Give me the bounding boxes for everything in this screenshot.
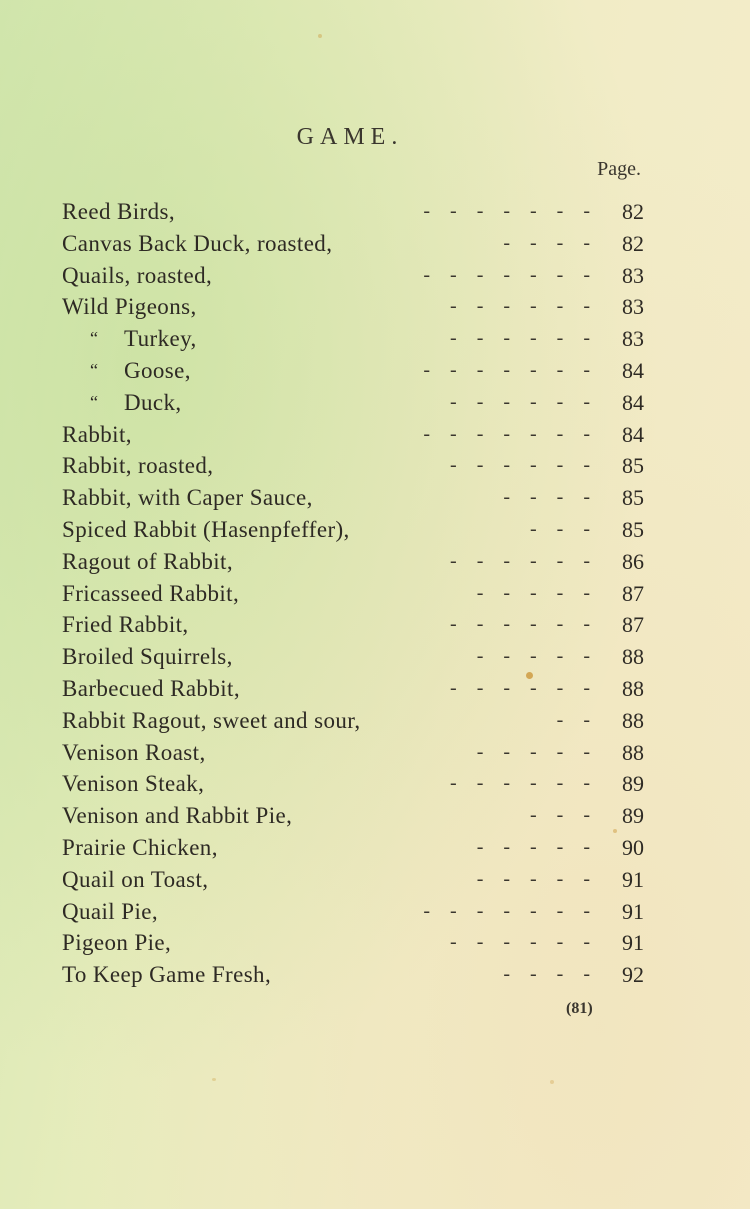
dot-leader: - - - - - - xyxy=(450,613,590,636)
dot-leader: - - - - - - xyxy=(450,327,590,350)
contents-entry xyxy=(62,450,646,482)
entry-title: Quail on Toast, xyxy=(62,866,209,892)
contents-entry xyxy=(62,609,646,641)
entry-label xyxy=(62,673,240,705)
contents-entry xyxy=(62,578,646,610)
dot-leader: - - - xyxy=(530,804,590,827)
entry-label xyxy=(62,927,171,959)
entry-label xyxy=(62,482,313,514)
entry-title: Rabbit Ragout, sweet and sour, xyxy=(62,707,361,733)
contents-entry xyxy=(62,959,646,991)
dot-leader: - - - - - - xyxy=(450,676,590,699)
entry-label xyxy=(62,546,233,578)
dot-leader: - - - - - - xyxy=(450,390,590,413)
entry-title: Venison Roast, xyxy=(62,739,206,765)
dot-leader: - - - - xyxy=(503,963,590,986)
entry-page-number: 88 xyxy=(622,644,644,670)
entry-title: Prairie Chicken, xyxy=(62,834,218,860)
entry-label xyxy=(62,641,233,673)
entry-page-number: 90 xyxy=(622,834,644,860)
entry-page-number: 88 xyxy=(622,707,644,733)
entry-label xyxy=(62,800,292,832)
entry-page-number: 85 xyxy=(622,485,644,511)
entry-page-number: 86 xyxy=(622,548,644,574)
entry-label xyxy=(62,260,212,292)
ditto-mark: “ xyxy=(90,328,99,349)
entry-title: Quail Pie, xyxy=(62,898,158,924)
entry-label xyxy=(90,323,197,355)
entry-page-number: 88 xyxy=(622,739,644,765)
dot-leader: - - - - - - xyxy=(450,454,590,477)
entry-title: Goose, xyxy=(124,357,191,383)
entry-title: Broiled Squirrels, xyxy=(62,644,233,670)
entry-label xyxy=(62,419,132,451)
entry-page-number: 84 xyxy=(622,389,644,415)
entry-title: Venison and Rabbit Pie, xyxy=(62,803,293,829)
entry-label xyxy=(62,705,361,737)
dot-leader: - - - - - xyxy=(476,740,590,763)
entry-page-number: 83 xyxy=(622,262,644,288)
dot-leader: - - - - - - xyxy=(450,549,590,572)
contents-entry xyxy=(62,419,646,451)
contents-entry xyxy=(62,260,646,292)
entry-title: Rabbit, roasted, xyxy=(62,453,214,479)
entry-page-number: 91 xyxy=(622,866,644,892)
contents-entry xyxy=(62,196,646,228)
dot-leader: - - - - - xyxy=(476,867,590,890)
entry-label xyxy=(62,291,197,323)
contents-entry xyxy=(62,737,646,769)
contents-entry xyxy=(62,673,646,705)
entry-page-number: 87 xyxy=(622,612,644,638)
entry-title: Barbecued Rabbit, xyxy=(62,675,240,701)
entry-title: Fricasseed Rabbit, xyxy=(62,580,240,606)
dot-leader: - - - - - - xyxy=(450,931,590,954)
entry-page-number: 82 xyxy=(622,199,644,224)
contents-entry xyxy=(62,355,646,387)
dot-leader: - - - - - xyxy=(476,645,590,668)
contents-entry xyxy=(62,832,646,864)
contents-list xyxy=(62,196,646,991)
entry-label xyxy=(62,864,208,896)
entry-title: Rabbit, xyxy=(62,421,132,447)
contents-entry xyxy=(62,927,646,959)
contents-entry xyxy=(62,896,646,928)
entry-title: Canvas Back Duck, roasted, xyxy=(62,230,333,256)
entry-page-number: 91 xyxy=(622,930,644,956)
page-column-heading: Page. xyxy=(597,158,641,180)
dot-leader: - - - - - xyxy=(476,581,590,604)
dot-leader: - - - - - - xyxy=(450,772,590,795)
contents-entry xyxy=(62,291,646,323)
foxing-spot xyxy=(550,1080,554,1084)
contents-entry xyxy=(62,514,646,546)
contents-entry xyxy=(62,228,646,260)
dot-leader: - - - - - - - xyxy=(423,422,590,445)
entry-label xyxy=(62,514,350,546)
contents-entry xyxy=(62,546,646,578)
contents-entry xyxy=(62,323,646,355)
dot-leader: - - - - - - - xyxy=(423,200,590,222)
dot-leader: - - - - - - - xyxy=(423,358,590,381)
dot-leader: - - - - - - - xyxy=(423,899,590,922)
entry-title: Pigeon Pie, xyxy=(62,930,172,956)
entry-label xyxy=(62,196,175,228)
entry-page-number: 83 xyxy=(622,326,644,352)
entry-title: Turkey, xyxy=(124,326,197,352)
contents-entry xyxy=(62,800,646,832)
entry-page-number: 89 xyxy=(622,771,644,797)
entry-title: Spiced Rabbit (Hasenpfeffer), xyxy=(62,516,350,542)
entry-title: Quails, roasted, xyxy=(62,262,213,288)
entry-title: Ragout of Rabbit, xyxy=(62,548,233,574)
entry-label xyxy=(90,355,191,387)
dot-leader: - - - - - - xyxy=(450,295,590,318)
entry-label xyxy=(62,450,213,482)
entry-page-number: 91 xyxy=(622,898,644,924)
dot-leader: - - xyxy=(556,708,590,731)
entry-page-number: 82 xyxy=(622,230,644,256)
entry-page-number: 87 xyxy=(622,580,644,606)
entry-title: Reed Birds, xyxy=(62,199,175,224)
contents-entry xyxy=(62,387,646,419)
dot-leader: - - - - - - - xyxy=(423,263,590,286)
foxing-spot xyxy=(318,34,322,38)
contents-entry xyxy=(62,705,646,737)
entry-page-number: 84 xyxy=(622,357,644,383)
contents-entry xyxy=(62,768,646,800)
entry-label xyxy=(62,578,239,610)
ditto-mark: “ xyxy=(90,359,99,380)
entry-title: Rabbit, with Caper Sauce, xyxy=(62,485,313,511)
entry-page-number: 85 xyxy=(622,516,644,542)
entry-page-number: 92 xyxy=(622,962,644,988)
dot-leader: - - - - - xyxy=(476,835,590,858)
entry-page-number: 88 xyxy=(622,675,644,701)
entry-title: Duck, xyxy=(124,389,182,415)
entry-label xyxy=(62,959,271,991)
contents-entry xyxy=(62,482,646,514)
entry-title: To Keep Game Fresh, xyxy=(62,962,272,988)
entry-label xyxy=(62,228,332,260)
entry-label xyxy=(62,768,204,800)
entry-label xyxy=(62,737,206,769)
entry-label xyxy=(62,896,158,928)
entry-page-number: 89 xyxy=(622,803,644,829)
entry-page-number: 83 xyxy=(622,294,644,320)
entry-page-number: 85 xyxy=(622,453,644,479)
entry-label xyxy=(90,387,182,419)
entry-title: Fried Rabbit, xyxy=(62,612,189,638)
ditto-mark: “ xyxy=(90,391,99,412)
entry-title: Wild Pigeons, xyxy=(62,294,197,320)
dot-leader: - - - xyxy=(530,517,590,540)
entry-title: Venison Steak, xyxy=(62,771,205,797)
entry-label xyxy=(62,832,218,864)
contents-entry xyxy=(62,641,646,673)
contents-entry xyxy=(62,864,646,896)
foxing-spot xyxy=(212,1078,216,1081)
entry-label xyxy=(62,609,189,641)
dot-leader: - - - - xyxy=(503,231,590,254)
entry-page-number: 84 xyxy=(622,421,644,447)
section-title: GAME. xyxy=(296,124,404,150)
dot-leader: - - - - xyxy=(503,486,590,509)
page-number: (81) xyxy=(566,1000,593,1017)
